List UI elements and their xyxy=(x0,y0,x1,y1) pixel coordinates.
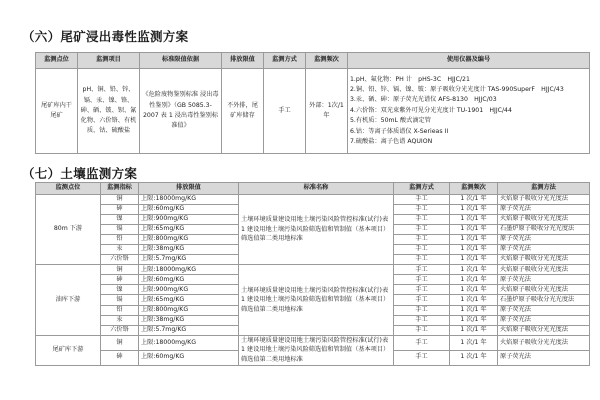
table-row xyxy=(36,265,590,275)
cell-indicator: 铜 xyxy=(101,335,139,350)
header-frequency: 监测频次 xyxy=(306,53,348,69)
cell-approach: 火焰原子吸收分光光度法 xyxy=(498,194,590,204)
header-instruments: 使用仪器及编号 xyxy=(348,53,590,69)
cell-method: 手工 xyxy=(394,285,450,295)
cell-limit: 上限:65mg/KG xyxy=(139,224,239,234)
cell-frequency: 1 次/1 年 xyxy=(450,265,498,275)
cell-approach: 原子荧光法 xyxy=(498,204,590,214)
header-limit: 排放限值 xyxy=(222,53,264,69)
cell-method: 手工 xyxy=(394,325,450,335)
cell-frequency: 1 次/1 年 xyxy=(450,285,498,295)
cell-frequency: 1 次/1 年 xyxy=(450,305,498,315)
section6-title: （六）尾矿浸出毒性监测方案 xyxy=(22,29,189,44)
cell-approach: 火焰原子吸收分光光度法 xyxy=(498,335,590,350)
cell-indicator: 六价铬 xyxy=(101,255,139,265)
cell-method: 手工 xyxy=(394,234,450,244)
header-location: 监测点位 xyxy=(36,53,78,69)
cell-approach: 火焰原子吸收分光光度法 xyxy=(498,214,590,224)
cell-indicator: 砷 xyxy=(101,275,139,285)
cell-frequency: 1 次/1 年 xyxy=(450,275,498,285)
instrument-line: 5.有机质：50mL 酸式滴定管 xyxy=(350,117,431,125)
cell-method: 手工 xyxy=(394,305,450,315)
cell-method: 手工 xyxy=(394,244,450,254)
cell-location: 80m 下游 xyxy=(36,194,101,265)
cell-method: 手工 xyxy=(394,204,450,214)
cell-standard-name: 土壤环境质量建设用地土壤污染风险管控标准(试行)表 1 建设用地土壤污染风险筛选值和管制值（基本项目）筛选值第二类用地标准 xyxy=(239,335,394,365)
cell-approach: 火焰原子吸收分光光度法 xyxy=(498,265,590,275)
cell-items: pH、铜、铅、锌、镉、汞、镍、铬、砷、硒、铍、钡、氰化物、六价铬、有机质、钴、硫酸盐 xyxy=(78,69,140,154)
instrument-line: 7.硫酸盐：离子色谱 AQUION xyxy=(350,138,433,146)
cell-frequency: 1 次/1 年 xyxy=(450,224,498,234)
cell-limit: 上限:18000mg/KG xyxy=(139,265,239,275)
cell-method: 手工 xyxy=(394,335,450,350)
tailings-leaching-table xyxy=(35,52,590,154)
cell-frequency: 1 次/1 年 xyxy=(450,315,498,325)
cell-indicator: 镉 xyxy=(101,295,139,305)
cell-method: 手工 xyxy=(394,214,450,224)
instrument-line: 3.汞、硒、砷：原子荧光光谱仪 AFS-8130 HJJC/03 xyxy=(350,96,497,104)
cell-method: 手工 xyxy=(394,295,450,305)
instrument-line: 2.铜、铅、锌、镉、镍、铍：原子吸收分光光度计 TAS-990SuperF HJJC/43 xyxy=(350,85,564,93)
cell-location: 尾矿库内干尾矿 xyxy=(36,69,78,154)
header-standard: 标准限值依据 xyxy=(140,53,222,69)
table-row xyxy=(36,335,590,350)
header-items: 监测项目 xyxy=(78,53,140,69)
cell-method: 手工 xyxy=(394,255,450,265)
cell-indicator: 铅 xyxy=(101,305,139,315)
cell-approach: 石墨炉原子吸收分光光度法 xyxy=(498,295,590,305)
cell-approach: 原子荧光法 xyxy=(498,275,590,285)
header-location: 监测点位 xyxy=(36,183,101,195)
cell-limit: 上限:60mg/KG xyxy=(139,275,239,285)
cell-frequency: 1 次/1 年 xyxy=(450,214,498,224)
cell-limit: 上限:900mg/KG xyxy=(139,214,239,224)
cell-method: 手工 xyxy=(264,69,306,154)
cell-standard: 《危险废物鉴别标准 浸出毒性鉴别》（GB 5085.3-2007 表 1 浸出毒性鉴别标准值》 xyxy=(140,69,222,154)
cell-frequency: 1 次/1 年 xyxy=(450,295,498,305)
cell-frequency: 外部：1次/1年 xyxy=(306,69,348,154)
cell-frequency: 1 次/1 年 xyxy=(450,255,498,265)
cell-method: 手工 xyxy=(394,315,450,325)
cell-limit: 上限:60mg/KG xyxy=(139,350,239,365)
cell-limit: 上限:800mg/KG xyxy=(139,234,239,244)
cell-approach: 石墨炉原子吸收分光光度法 xyxy=(498,224,590,234)
cell-frequency: 1 次/1 年 xyxy=(450,244,498,254)
cell-method: 手工 xyxy=(394,224,450,234)
cell-limit: 上限:65mg/KG xyxy=(139,295,239,305)
cell-frequency: 1 次/1 年 xyxy=(450,335,498,350)
cell-approach: 原子荧光法 xyxy=(498,315,590,325)
cell-indicator: 铅 xyxy=(101,234,139,244)
cell-limit: 上限:5.7mg/KG xyxy=(139,325,239,335)
cell-indicator: 六价铬 xyxy=(101,325,139,335)
cell-method: 手工 xyxy=(394,350,450,365)
cell-approach: 原子荧光法 xyxy=(498,350,590,365)
cell-indicator: 砷 xyxy=(101,350,139,365)
cell-frequency: 1 次/1 年 xyxy=(450,194,498,204)
cell-method: 手工 xyxy=(394,194,450,204)
instrument-line: 1.pH、氟化物：PH 计 pHS-3C HJJC/21 xyxy=(350,75,470,83)
table-row xyxy=(36,69,590,154)
cell-location: 尾矿库下游 xyxy=(36,335,101,365)
instrument-line: 6.钴：等离子体质谱仪 X-Serieas II xyxy=(350,127,449,135)
table-row xyxy=(36,194,590,204)
table-header-row xyxy=(36,53,590,69)
soil-table-body xyxy=(36,194,590,365)
cell-indicator: 铜 xyxy=(101,265,139,275)
cell-standard-name: 土壤环境质量建设用地土壤污染风险管控标准(试行)表 1 建设用地土壤污染风险筛选值和管制值（基本项目）筛选值第二类用地标准 xyxy=(239,194,394,265)
header-frequency: 监测频次 xyxy=(450,183,498,195)
cell-limit: 上限:38mg/KG xyxy=(139,244,239,254)
header-limit: 排放限值 xyxy=(139,183,239,195)
cell-limit: 上限:900mg/KG xyxy=(139,285,239,295)
cell-indicator: 镍 xyxy=(101,214,139,224)
section7-title: （七）土壤监测方案 xyxy=(22,166,138,181)
cell-approach: 原子荧光法 xyxy=(498,244,590,254)
cell-indicator: 砷 xyxy=(101,204,139,214)
header-approach: 监测方法 xyxy=(498,183,590,195)
header-method: 监测方式 xyxy=(264,53,306,69)
cell-approach: 原子荧光法 xyxy=(498,234,590,244)
cell-limit: 上限:800mg/KG xyxy=(139,305,239,315)
cell-approach: 火焰原子吸收分光光度法 xyxy=(498,255,590,265)
cell-method: 手工 xyxy=(394,275,450,285)
cell-indicator: 汞 xyxy=(101,315,139,325)
cell-indicator: 汞 xyxy=(101,244,139,254)
cell-limit: 上限:60mg/KG xyxy=(139,204,239,214)
header-indicator: 监测指标 xyxy=(101,183,139,195)
cell-instruments xyxy=(348,69,590,154)
instrument-line: 4.六价铬：双光束紫外可见分光光度计 TU-1901 HJJC/44 xyxy=(350,106,512,114)
cell-limit: 上限:18000mg/KG xyxy=(139,194,239,204)
cell-approach: 火焰原子吸收分光光度法 xyxy=(498,285,590,295)
cell-indicator: 镍 xyxy=(101,285,139,295)
cell-frequency: 1 次/1 年 xyxy=(450,350,498,365)
soil-monitoring-table xyxy=(35,182,590,366)
cell-location: 油库下游 xyxy=(36,265,101,336)
header-standard-name: 标准名称 xyxy=(239,183,394,195)
cell-frequency: 1 次/1 年 xyxy=(450,234,498,244)
cell-limit: 上限:18000mg/KG xyxy=(139,335,239,350)
table-header-row xyxy=(36,183,590,195)
cell-limit: 上限:38mg/KG xyxy=(139,315,239,325)
cell-frequency: 1 次/1 年 xyxy=(450,204,498,214)
cell-method: 手工 xyxy=(394,265,450,275)
cell-limit: 上限:5.7mg/KG xyxy=(139,255,239,265)
cell-approach: 火焰原子吸收分光光度法 xyxy=(498,325,590,335)
cell-limit: 不外排，尾矿库储存 xyxy=(222,69,264,154)
cell-standard-name: 土壤环境质量建设用地土壤污染风险管控标准(试行)表 1 建设用地土壤污染风险筛选值和管制值（基本项目）筛选值第二类用地标准 xyxy=(239,265,394,336)
header-method: 监测方式 xyxy=(394,183,450,195)
cell-indicator: 镉 xyxy=(101,224,139,234)
cell-frequency: 1 次/1 年 xyxy=(450,325,498,335)
cell-approach: 原子荧光法 xyxy=(498,305,590,315)
cell-indicator: 铜 xyxy=(101,194,139,204)
